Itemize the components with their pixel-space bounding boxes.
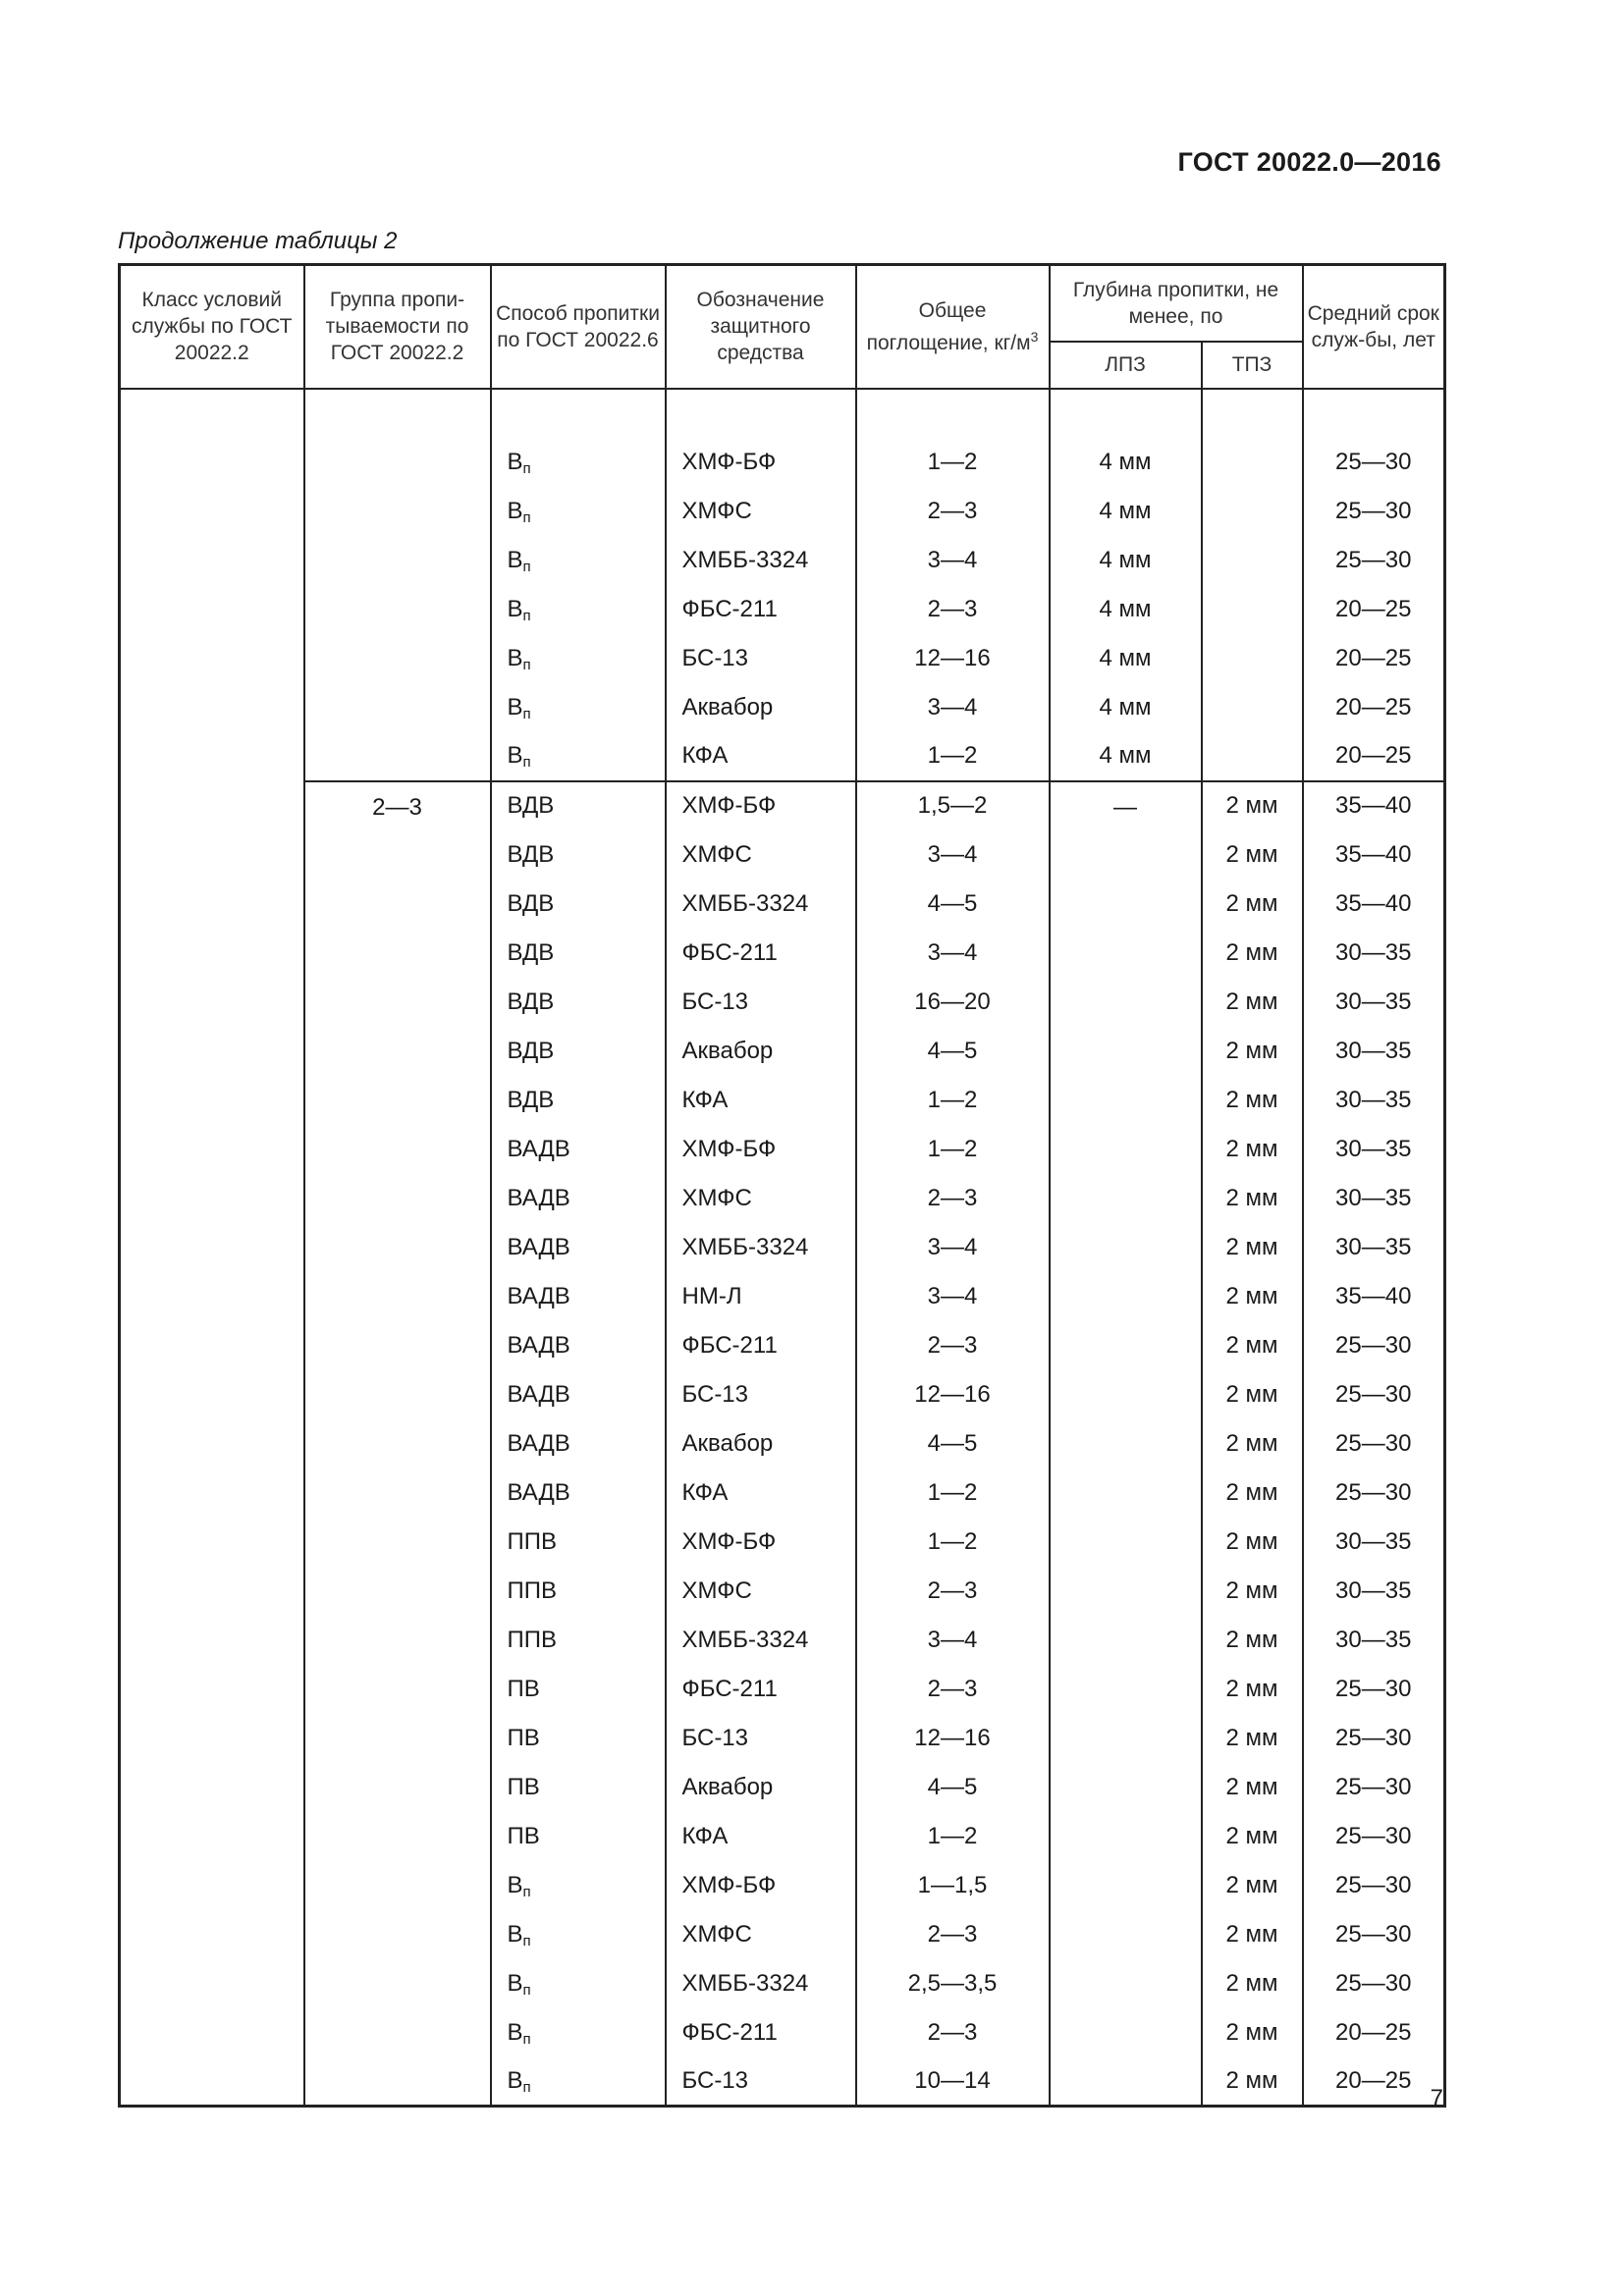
absorption-cell: 3—4 bbox=[856, 683, 1050, 732]
method-text: В bbox=[507, 546, 523, 573]
agent-cell: ФБС-211 bbox=[666, 1665, 856, 1714]
absorption-cell: 12—16 bbox=[856, 634, 1050, 683]
tpz-cell: 2 мм bbox=[1202, 1272, 1303, 1321]
absorption-cell: 2—3 bbox=[856, 2008, 1050, 2057]
agent-cell: ХМФС bbox=[666, 1567, 856, 1616]
method-text: ВДВ bbox=[507, 840, 555, 868]
agent-cell: БС-13 bbox=[666, 978, 856, 1027]
life-cell: 25—30 bbox=[1303, 1665, 1445, 1714]
life-cell: 30—35 bbox=[1303, 1223, 1445, 1272]
absorption-cell: 2—3 bbox=[856, 1174, 1050, 1223]
life-cell: 25—30 bbox=[1303, 438, 1445, 487]
tpz-cell: 2 мм bbox=[1202, 1567, 1303, 1616]
method-cell bbox=[491, 732, 666, 781]
header-class: Класс условий службы по ГОСТ 20022.2 bbox=[120, 265, 304, 389]
method-text: ВДВ bbox=[507, 792, 555, 819]
method-subscript: п bbox=[522, 705, 531, 722]
method-cell bbox=[491, 880, 666, 929]
method-subscript: п bbox=[522, 1883, 531, 1900]
life-cell: 20—25 bbox=[1303, 585, 1445, 634]
method-text: ВАДВ bbox=[507, 1429, 570, 1457]
header-agent: Обозначение защитного средства bbox=[666, 265, 856, 389]
method-text: ППВ bbox=[507, 1576, 558, 1604]
life-cell: 20—25 bbox=[1303, 732, 1445, 781]
tpz-cell: 2 мм bbox=[1202, 1223, 1303, 1272]
tpz-cell: 2 мм bbox=[1202, 1174, 1303, 1223]
class-cell bbox=[120, 438, 304, 2107]
header-absorption-text: Общее поглощение, кг/м bbox=[866, 298, 1031, 354]
life-cell: 25—30 bbox=[1303, 1959, 1445, 2008]
agent-cell: КФА bbox=[666, 1468, 856, 1518]
method-cell bbox=[491, 536, 666, 585]
agent-cell: Аквабор bbox=[666, 683, 856, 732]
method-cell bbox=[491, 1321, 666, 1370]
agent-cell: Аквабор bbox=[666, 1027, 856, 1076]
method-text: ПВ bbox=[507, 1724, 540, 1751]
method-text: ВАДВ bbox=[507, 1380, 570, 1408]
tpz-cell: 2 мм bbox=[1202, 1910, 1303, 1959]
life-cell: 35—40 bbox=[1303, 781, 1445, 830]
absorption-cell: 2—3 bbox=[856, 1910, 1050, 1959]
lpz-cell: 4 мм bbox=[1050, 732, 1202, 781]
tpz-cell: 2 мм bbox=[1202, 1616, 1303, 1665]
header-lpz: ЛПЗ bbox=[1050, 342, 1202, 389]
method-subscript: п bbox=[522, 607, 531, 624]
tpz-cell: 2 мм bbox=[1202, 1125, 1303, 1174]
absorption-cell: 3—4 bbox=[856, 929, 1050, 978]
method-subscript: п bbox=[522, 2030, 531, 2048]
agent-cell: КФА bbox=[666, 1076, 856, 1125]
method-text: В bbox=[507, 1920, 523, 1948]
table-body bbox=[120, 389, 1445, 2107]
agent-cell: БС-13 bbox=[666, 1370, 856, 1419]
method-text: ВДВ bbox=[507, 889, 555, 917]
absorption-cell: 3—4 bbox=[856, 1272, 1050, 1321]
tpz-cell: 2 мм bbox=[1202, 830, 1303, 880]
group-cell: 2—3 bbox=[304, 781, 491, 2107]
method-text: ПВ bbox=[507, 1675, 540, 1702]
life-cell: 30—35 bbox=[1303, 1567, 1445, 1616]
life-cell: 30—35 bbox=[1303, 1616, 1445, 1665]
absorption-cell: 2—3 bbox=[856, 1567, 1050, 1616]
absorption-cell: 4—5 bbox=[856, 880, 1050, 929]
tpz-cell: 2 мм bbox=[1202, 1027, 1303, 1076]
method-text: ВАДВ bbox=[507, 1478, 570, 1506]
header-group: Группа пропи-тываемости по ГОСТ 20022.2 bbox=[304, 265, 491, 389]
method-subscript: п bbox=[522, 2078, 531, 2096]
agent-cell: ФБС-211 bbox=[666, 2008, 856, 2057]
absorption-cell: 2,5—3,5 bbox=[856, 1959, 1050, 2008]
agent-cell: ХМФС bbox=[666, 830, 856, 880]
document-code: ГОСТ 20022.0—2016 bbox=[1177, 147, 1441, 177]
tpz-cell: 2 мм bbox=[1202, 1076, 1303, 1125]
tpz-cell bbox=[1202, 438, 1303, 781]
header-tpz: ТПЗ bbox=[1202, 342, 1303, 389]
header-method: Способ пропитки по ГОСТ 20022.6 bbox=[491, 265, 666, 389]
agent-cell: ХМФ-БФ bbox=[666, 1125, 856, 1174]
method-cell bbox=[491, 1665, 666, 1714]
life-cell: 35—40 bbox=[1303, 880, 1445, 929]
agent-cell: БС-13 bbox=[666, 1714, 856, 1763]
lpz-cell: 4 мм bbox=[1050, 585, 1202, 634]
absorption-cell: 1—2 bbox=[856, 732, 1050, 781]
method-text: ВАДВ bbox=[507, 1184, 570, 1211]
agent-cell: НМ-Л bbox=[666, 1272, 856, 1321]
method-cell bbox=[491, 2057, 666, 2107]
method-text: ВАДВ bbox=[507, 1135, 570, 1162]
absorption-cell: 1—1,5 bbox=[856, 1861, 1050, 1910]
agent-cell: ФБС-211 bbox=[666, 1321, 856, 1370]
header-depth: Глубина пропитки, не менее, по bbox=[1050, 265, 1303, 342]
agent-cell: ХМФС bbox=[666, 1910, 856, 1959]
absorption-cell: 2—3 bbox=[856, 1665, 1050, 1714]
life-cell: 30—35 bbox=[1303, 1518, 1445, 1567]
absorption-cell: 3—4 bbox=[856, 830, 1050, 880]
absorption-cell: 1—2 bbox=[856, 1812, 1050, 1861]
agent-cell: ХМФ-БФ bbox=[666, 1518, 856, 1567]
agent-cell: ФБС-211 bbox=[666, 585, 856, 634]
agent-cell: БС-13 bbox=[666, 634, 856, 683]
life-cell: 25—30 bbox=[1303, 1812, 1445, 1861]
method-cell bbox=[491, 1763, 666, 1812]
absorption-cell: 1—2 bbox=[856, 1125, 1050, 1174]
life-cell: 20—25 bbox=[1303, 683, 1445, 732]
agent-cell: ХМФС bbox=[666, 1174, 856, 1223]
method-subscript: п bbox=[522, 558, 531, 575]
method-text: В bbox=[507, 497, 523, 524]
absorption-cell: 12—16 bbox=[856, 1714, 1050, 1763]
table-header bbox=[120, 265, 1445, 389]
agent-cell: ХМББ-3324 bbox=[666, 880, 856, 929]
agent-cell: ХМББ-3324 bbox=[666, 1616, 856, 1665]
absorption-cell: 4—5 bbox=[856, 1419, 1050, 1468]
method-text: ВДВ bbox=[507, 988, 555, 1015]
agent-cell: БС-13 bbox=[666, 2057, 856, 2107]
absorption-cell: 3—4 bbox=[856, 536, 1050, 585]
life-cell: 25—30 bbox=[1303, 1370, 1445, 1419]
method-cell bbox=[491, 1861, 666, 1910]
agent-cell: ХМББ-3324 bbox=[666, 1223, 856, 1272]
method-text: ПВ bbox=[507, 1822, 540, 1849]
method-text: ВДВ bbox=[507, 1037, 555, 1064]
method-cell bbox=[491, 1910, 666, 1959]
agent-cell: Аквабор bbox=[666, 1763, 856, 1812]
group-cell bbox=[304, 438, 491, 781]
absorption-cell: 1,5—2 bbox=[856, 781, 1050, 830]
tpz-cell: 2 мм bbox=[1202, 1665, 1303, 1714]
method-subscript: п bbox=[522, 656, 531, 673]
method-text: ППВ bbox=[507, 1626, 558, 1653]
method-cell bbox=[491, 1125, 666, 1174]
life-cell: 30—35 bbox=[1303, 1027, 1445, 1076]
method-cell bbox=[491, 438, 666, 487]
agent-cell: Аквабор bbox=[666, 1419, 856, 1468]
method-text: В bbox=[507, 595, 523, 622]
method-cell bbox=[491, 1959, 666, 2008]
life-cell: 25—30 bbox=[1303, 1861, 1445, 1910]
method-cell bbox=[491, 978, 666, 1027]
method-text: ВАДВ bbox=[507, 1233, 570, 1260]
lpz-cell: — bbox=[1050, 781, 1202, 2107]
life-cell: 30—35 bbox=[1303, 1174, 1445, 1223]
tpz-cell: 2 мм bbox=[1202, 781, 1303, 830]
life-cell: 20—25 bbox=[1303, 2008, 1445, 2057]
life-cell: 25—30 bbox=[1303, 536, 1445, 585]
life-cell: 25—30 bbox=[1303, 1763, 1445, 1812]
method-cell bbox=[491, 1076, 666, 1125]
method-text: ВДВ bbox=[507, 938, 555, 966]
method-subscript: п bbox=[522, 459, 531, 477]
agent-cell: КФА bbox=[666, 1812, 856, 1861]
life-cell: 30—35 bbox=[1303, 978, 1445, 1027]
life-cell: 25—30 bbox=[1303, 1419, 1445, 1468]
method-text: ВАДВ bbox=[507, 1282, 570, 1309]
life-cell: 35—40 bbox=[1303, 1272, 1445, 1321]
absorption-cell: 2—3 bbox=[856, 585, 1050, 634]
absorption-cell: 2—3 bbox=[856, 487, 1050, 536]
absorption-cell: 10—14 bbox=[856, 2057, 1050, 2107]
method-cell bbox=[491, 1370, 666, 1419]
method-cell bbox=[491, 830, 666, 880]
lpz-cell: 4 мм bbox=[1050, 536, 1202, 585]
absorption-cell: 1—2 bbox=[856, 438, 1050, 487]
absorption-cell: 3—4 bbox=[856, 1616, 1050, 1665]
method-cell bbox=[491, 2008, 666, 2057]
header-life: Средний срок служ-бы, лет bbox=[1303, 265, 1445, 389]
life-cell: 25—30 bbox=[1303, 1714, 1445, 1763]
tpz-cell: 2 мм bbox=[1202, 1861, 1303, 1910]
absorption-cell: 1—2 bbox=[856, 1518, 1050, 1567]
method-cell bbox=[491, 1027, 666, 1076]
data-table bbox=[118, 263, 1446, 2108]
tpz-cell: 2 мм bbox=[1202, 2057, 1303, 2107]
agent-cell: ХМФ-БФ bbox=[666, 1861, 856, 1910]
method-cell bbox=[491, 1567, 666, 1616]
agent-cell: ХМФС bbox=[666, 487, 856, 536]
method-cell bbox=[491, 634, 666, 683]
method-text: ПВ bbox=[507, 1773, 540, 1800]
tpz-cell: 2 мм bbox=[1202, 1763, 1303, 1812]
method-subscript: п bbox=[522, 754, 531, 771]
tpz-cell: 2 мм bbox=[1202, 1370, 1303, 1419]
method-subscript: п bbox=[522, 1981, 531, 1999]
agent-cell: ФБС-211 bbox=[666, 929, 856, 978]
method-cell bbox=[491, 1223, 666, 1272]
life-cell: 30—35 bbox=[1303, 1076, 1445, 1125]
header-absorption bbox=[856, 265, 1050, 389]
agent-cell: КФА bbox=[666, 732, 856, 781]
absorption-cell: 1—2 bbox=[856, 1468, 1050, 1518]
tpz-cell: 2 мм bbox=[1202, 1518, 1303, 1567]
method-cell bbox=[491, 781, 666, 830]
tpz-cell: 2 мм bbox=[1202, 880, 1303, 929]
agent-cell: ХМФ-БФ bbox=[666, 781, 856, 830]
table-row bbox=[120, 438, 1445, 487]
agent-cell: ХМББ-3324 bbox=[666, 1959, 856, 2008]
absorption-cell: 2—3 bbox=[856, 1321, 1050, 1370]
tpz-cell: 2 мм bbox=[1202, 978, 1303, 1027]
method-cell bbox=[491, 487, 666, 536]
method-cell bbox=[491, 1616, 666, 1665]
tpz-cell: 2 мм bbox=[1202, 1321, 1303, 1370]
agent-cell: ХМФ-БФ bbox=[666, 438, 856, 487]
absorption-cell: 4—5 bbox=[856, 1763, 1050, 1812]
life-cell: 25—30 bbox=[1303, 1468, 1445, 1518]
method-cell bbox=[491, 683, 666, 732]
method-text: ВДВ bbox=[507, 1086, 555, 1113]
lpz-cell: 4 мм bbox=[1050, 438, 1202, 487]
absorption-cell: 4—5 bbox=[856, 1027, 1050, 1076]
method-cell bbox=[491, 585, 666, 634]
tpz-cell: 2 мм bbox=[1202, 2008, 1303, 2057]
method-text: ППВ bbox=[507, 1527, 558, 1555]
life-cell: 25—30 bbox=[1303, 487, 1445, 536]
agent-cell: ХМББ-3324 bbox=[666, 536, 856, 585]
tpz-cell: 2 мм bbox=[1202, 1419, 1303, 1468]
method-subscript: п bbox=[522, 1932, 531, 1949]
life-cell: 30—35 bbox=[1303, 1125, 1445, 1174]
tpz-cell: 2 мм bbox=[1202, 1812, 1303, 1861]
header-absorption-sup: 3 bbox=[1030, 328, 1039, 345]
absorption-cell: 1—2 bbox=[856, 1076, 1050, 1125]
table-row bbox=[120, 781, 1445, 830]
method-cell bbox=[491, 1468, 666, 1518]
life-cell: 25—30 bbox=[1303, 1321, 1445, 1370]
method-cell bbox=[491, 1812, 666, 1861]
method-cell bbox=[491, 1419, 666, 1468]
life-cell: 25—30 bbox=[1303, 1910, 1445, 1959]
method-cell bbox=[491, 929, 666, 978]
method-text: В bbox=[507, 448, 523, 475]
tpz-cell: 2 мм bbox=[1202, 1468, 1303, 1518]
tpz-cell: 2 мм bbox=[1202, 929, 1303, 978]
method-text: В bbox=[507, 693, 523, 721]
method-cell bbox=[491, 1272, 666, 1321]
method-cell bbox=[491, 1518, 666, 1567]
method-text: В bbox=[507, 742, 523, 769]
page-number: 7 bbox=[1430, 2085, 1443, 2111]
method-cell bbox=[491, 1174, 666, 1223]
lpz-cell: 4 мм bbox=[1050, 634, 1202, 683]
method-cell bbox=[491, 1714, 666, 1763]
lpz-cell: 4 мм bbox=[1050, 683, 1202, 732]
lpz-cell: 4 мм bbox=[1050, 487, 1202, 536]
table-caption: Продолжение таблицы 2 bbox=[118, 228, 398, 254]
method-text: ВАДВ bbox=[507, 1331, 570, 1359]
method-text: В bbox=[507, 644, 523, 671]
method-subscript: п bbox=[522, 508, 531, 526]
absorption-cell: 16—20 bbox=[856, 978, 1050, 1027]
tpz-cell: 2 мм bbox=[1202, 1959, 1303, 2008]
life-cell: 20—25 bbox=[1303, 2057, 1445, 2107]
tpz-cell: 2 мм bbox=[1202, 1714, 1303, 1763]
absorption-cell: 12—16 bbox=[856, 1370, 1050, 1419]
method-text: В bbox=[507, 1969, 523, 1997]
method-text: В bbox=[507, 2066, 523, 2094]
life-cell: 20—25 bbox=[1303, 634, 1445, 683]
method-text: В bbox=[507, 1871, 523, 1898]
life-cell: 35—40 bbox=[1303, 830, 1445, 880]
life-cell: 30—35 bbox=[1303, 929, 1445, 978]
absorption-cell: 3—4 bbox=[856, 1223, 1050, 1272]
method-text: В bbox=[507, 2018, 523, 2046]
